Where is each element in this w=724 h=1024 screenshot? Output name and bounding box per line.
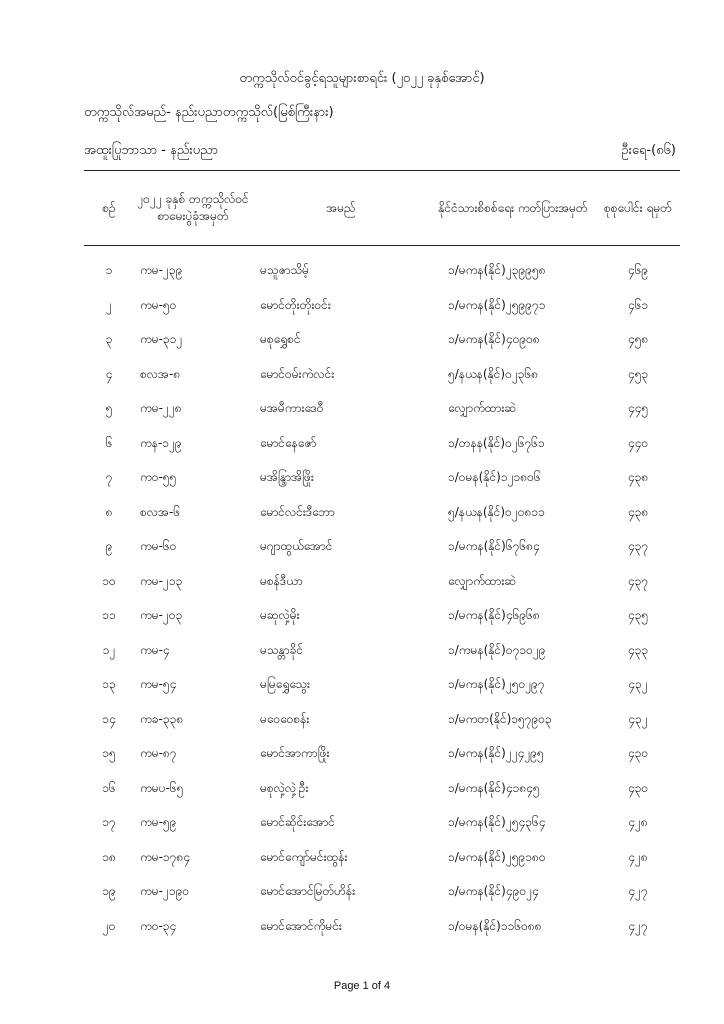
cell-roll-number: ကမ-၂၃၉ <box>140 263 183 278</box>
header-roll-number: ၂၀၂၂ ခုနှစ် တက္ကသိုလ်ဝင် စာမေးပွဲခုံအမှတ် <box>137 192 249 223</box>
cell-total-marks: ၄၃၂ <box>628 677 648 692</box>
cell-total-marks: ၄၆၉ <box>627 263 649 278</box>
cell-roll-number: ကခ-၃၃၈ <box>140 711 184 726</box>
header-nrc: နိုင်ငံသားစိစစ်ရေး ကတ်ပြားအမှတ် <box>438 200 588 215</box>
cell-serial: ၁၁ <box>102 608 116 623</box>
document-title: တက္ကသိုလ်ဝင်ခွင့်ရသူများစာရင်း (၂၀၂၂ ခုနှစ်အောင်) <box>239 71 485 86</box>
table-row <box>84 427 680 462</box>
cell-roll-number: ကဝ-၃၄ <box>140 918 177 933</box>
major-subject: အထူးပြုဘာသာ - နည်းပညာ <box>84 143 219 158</box>
cell-name: မောင်နေဇော် <box>260 435 317 450</box>
table-row <box>84 841 680 876</box>
cell-serial: ၁၈ <box>102 849 116 864</box>
cell-name: မောင်တိုးတိုးဝင်း <box>260 297 331 312</box>
student-count: ဦးရေ-(၈၆) <box>621 143 676 158</box>
cell-nrc: ၁/မကန(နိုင်)၄၁၈၄၅ <box>448 780 540 795</box>
page-number: Page 1 of 4 <box>333 980 391 992</box>
cell-nrc: ၁/ဝမန(နိုင်)၁၁၆၀၈၈ <box>448 918 542 933</box>
cell-nrc: ၁/မကန(နိုင်)၄၉၀၂၄ <box>448 884 539 899</box>
cell-serial: ၁၅ <box>102 746 116 761</box>
cell-nrc: ၁/တနန(နိုင်)၀၂၆၇၆၁ <box>448 435 545 450</box>
cell-total-marks: ၄၆၁ <box>627 297 649 312</box>
cell-nrc: လျှောက်ထားဆဲ <box>448 401 516 416</box>
cell-nrc: ၁/မကန(နိုင်)၂၂၄၂၉၅ <box>448 746 544 761</box>
cell-name: မမြရွှေသွေး <box>260 677 311 692</box>
cell-roll-number: ကမ-၄ <box>140 642 170 657</box>
cell-serial: ၁၄ <box>102 711 116 726</box>
table-body <box>84 254 680 944</box>
table-row <box>84 530 680 565</box>
cell-roll-number: စလအ-၆ <box>140 504 181 519</box>
cell-serial: ၇ <box>105 470 113 485</box>
table-row <box>84 496 680 531</box>
header-total-marks: စုစုပေါင်း ရမှတ် <box>604 200 672 215</box>
admission-table <box>84 170 680 944</box>
table-row <box>84 461 680 496</box>
table-row <box>84 910 680 945</box>
cell-total-marks: ၄၅၃ <box>627 366 649 381</box>
table-row <box>84 254 680 289</box>
cell-total-marks: ၄၂၈ <box>628 849 648 864</box>
cell-nrc: ၁/မကတ(နိုင်)၁၅၇၉၀၃ <box>448 711 552 726</box>
cell-roll-number: ကန-၁၂၉ <box>140 435 182 450</box>
cell-roll-number: စလအ-၈ <box>140 366 181 381</box>
cell-serial: ၁ <box>105 263 113 278</box>
cell-nrc: ၁/မကန(နိုင်)၂၅၄၃၆၄ <box>448 815 546 830</box>
header-name: အမည် <box>326 200 356 215</box>
cell-roll-number: ကမ-၃၁၂ <box>140 332 183 347</box>
cell-serial: ၂၀ <box>102 918 116 933</box>
cell-name: မဝေဝေစန်း <box>260 711 310 726</box>
table-row <box>84 634 680 669</box>
cell-total-marks: ၄၂၇ <box>628 918 648 933</box>
cell-nrc: ၁/မကန(နိုင်)၂၅၉၉၇၁ <box>448 297 546 312</box>
cell-total-marks: ၄၄၀ <box>627 435 649 450</box>
table-header <box>84 170 680 246</box>
cell-nrc: ၁/မကန(နိုင်)၂၃၉၉၅၈ <box>448 263 546 278</box>
cell-name: မအိန္ဒြာအိဖြိုး <box>260 470 314 485</box>
cell-serial: ၁၀ <box>102 573 116 588</box>
cell-name: မောင်အောင်မြတ်ဟိန်း <box>260 884 356 899</box>
cell-total-marks: ၄၃၂ <box>628 711 648 726</box>
cell-name: မစုလှဲ့လှဲ့ဦး <box>260 780 309 795</box>
cell-nrc: ၁/မကန(နိုင်)၂၅၀၂၉၇ <box>448 677 545 692</box>
cell-nrc: ၁/ကမန(နိုင်)၀၇၁၀၂၉ <box>448 642 546 657</box>
cell-nrc: ၁/ဝမန(နိုင်)၁၂၁၈၀၆ <box>448 470 541 485</box>
cell-serial: ၂ <box>106 297 112 312</box>
cell-total-marks: ၄၃၇ <box>627 573 649 588</box>
cell-serial: ၆ <box>105 435 113 450</box>
cell-serial: ၁၂ <box>102 642 116 657</box>
cell-name: မောင်ဆိုင်းအောင် <box>260 815 335 830</box>
cell-roll-number: ကမ-၂၀၃ <box>140 608 183 623</box>
cell-total-marks: ၄၃၇ <box>627 539 649 554</box>
cell-total-marks: ၄၃၅ <box>627 608 649 623</box>
university-name: တက္ကသိုလ်အမည်- နည်းပညာတက္ကသိုလ်(မြစ်ကြီးနား) <box>84 105 334 120</box>
cell-total-marks: ၄၃၃ <box>627 642 649 657</box>
cell-roll-number: ကမ-၂၁၉၀ <box>140 884 190 899</box>
cell-total-marks: ၄၃၀ <box>627 746 649 761</box>
cell-nrc: ၅/နယန(နိုင်)၀၂၀၈၁၁ <box>448 504 545 519</box>
cell-serial: ၅ <box>105 401 113 416</box>
cell-roll-number: ကမ-၅၄ <box>140 677 177 692</box>
table-row <box>84 323 680 358</box>
cell-serial: ၁၃ <box>102 677 116 692</box>
cell-roll-number: ကမ-၁၇၈၄ <box>140 849 191 864</box>
cell-name: မစုရွှေစင် <box>260 332 301 347</box>
cell-nrc: ၁/မကန(နိုင်)၂၅၉၁၈၀ <box>448 849 546 864</box>
cell-name: မဂျာထွယ်အောင် <box>260 539 333 554</box>
cell-total-marks: ၄၃၀ <box>627 780 649 795</box>
cell-total-marks: ၄၂၈ <box>628 815 648 830</box>
cell-nrc: ၁/မကန(နိုင်)၄၆၉၆၈ <box>448 608 540 623</box>
cell-total-marks: ၄၂၇ <box>628 884 648 899</box>
cell-serial: ၁၇ <box>102 815 116 830</box>
cell-roll-number: ကမ-၂၂၈ <box>140 401 182 416</box>
cell-serial: ၁၆ <box>102 780 116 795</box>
cell-serial: ၉ <box>105 539 113 554</box>
cell-roll-number: ကမ-၅၀ <box>140 297 177 312</box>
cell-name: မောင်လင်းဒီဘော <box>260 504 335 519</box>
cell-total-marks: ၄၅၈ <box>627 332 649 347</box>
cell-roll-number: ကမ-၆၀ <box>140 539 177 554</box>
table-row <box>84 737 680 772</box>
cell-roll-number: ကမ-၅၉ <box>140 815 177 830</box>
cell-name: မောင်အောင်ကိုမင်း <box>260 918 342 933</box>
cell-roll-number: ကမ-၈၇ <box>140 746 177 761</box>
table-row <box>84 392 680 427</box>
cell-nrc: လျှောက်ထားဆဲ <box>448 573 516 588</box>
cell-serial: ၈ <box>105 504 113 519</box>
table-row <box>84 806 680 841</box>
cell-total-marks: ၄၄၅ <box>627 401 649 416</box>
cell-roll-number: ကမပ-၆၅ <box>140 780 184 795</box>
cell-nrc: ၅/နယန(နိုင်)၀၂၃၆၈ <box>448 366 539 381</box>
cell-name: မောင်အာကာဖြိုး <box>260 746 330 761</box>
table-row <box>84 358 680 393</box>
cell-nrc: ၁/မကန(နိုင်)၄၀၉၀၈ <box>448 332 540 347</box>
cell-total-marks: ၄၃၈ <box>627 470 649 485</box>
table-row <box>84 565 680 600</box>
table-row <box>84 289 680 324</box>
header-serial: စဉ် <box>102 200 116 215</box>
table-row <box>84 772 680 807</box>
cell-nrc: ၁/မကန(နိုင်)၆၇၆၈၄ <box>448 539 540 554</box>
cell-serial: ၄ <box>105 366 113 381</box>
cell-total-marks: ၄၃၈ <box>627 504 649 519</box>
cell-name: မသန္တာခိုင် <box>260 642 303 657</box>
table-row <box>84 875 680 910</box>
cell-name: မအမီကားဒေဝီ <box>260 401 324 416</box>
table-row <box>84 668 680 703</box>
cell-name: မစန်ဒီယာ <box>260 573 303 588</box>
cell-name: မောင်ဝမ်းကဲလင်း <box>260 366 335 381</box>
cell-roll-number: ကမ-၂၁၃ <box>140 573 183 588</box>
table-row <box>84 599 680 634</box>
cell-serial: ၁၉ <box>102 884 116 899</box>
cell-serial: ၃ <box>105 332 113 347</box>
cell-name: မသူဇာသိမ့် <box>260 263 309 278</box>
cell-name: မဆုလှဲ့မိုး <box>260 608 300 623</box>
cell-name: မောင်ကျော်မင်းထွန်း <box>260 849 348 864</box>
table-row <box>84 703 680 738</box>
cell-roll-number: ကဝ-၅၅ <box>140 470 177 485</box>
